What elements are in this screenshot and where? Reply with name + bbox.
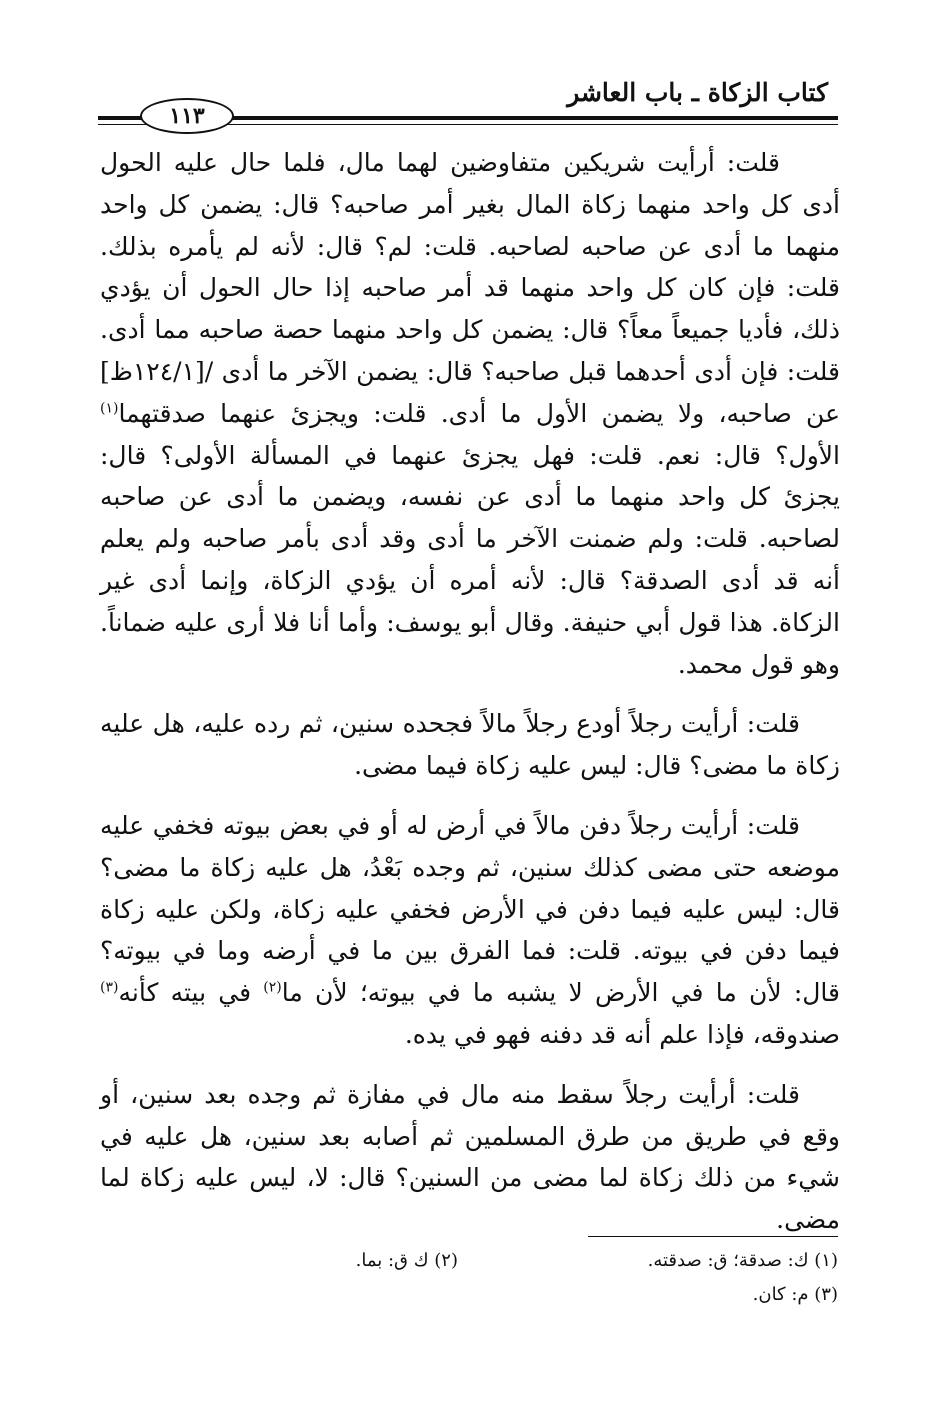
paragraph-3 [100,805,840,1056]
page-number-badge [140,98,234,134]
paragraph-2 [100,703,840,787]
main-text [100,142,840,1259]
paragraph-2-text: قلت: أرأيت رجلاً أودع رجلاً مالاً فجحده سنين، ثم رده عليه، هل عليه زكاة ما مضى؟ قال: ليس عليه زكاة فيما مضى. [100,709,840,781]
paragraph-3-text: قلت: أرأيت رجلاً دفن مالاً في أرض له أو في بعض بيوته فخفي عليه موضعه حتى مضى كذلك سنين، ثم وجده بَعْدُ، هل عليه زكاة ما مضى؟ قال: ليس عليه فيما دفن في الأرض فخفي عليه زكاة، ولكن عليه زكاة فيما دفن في بيوته. قلت: فما الفرق بين ما في أرضه وما في بيوته؟ قال: لأن ما في الأرض لا يشبه ما في بيوته؛ لأن ما [100,810,840,1008]
paragraph-1 [100,142,840,685]
running-header-title: كتاب الزكاة ـ باب العاشر [567,78,828,107]
footnote-3: (٣) م: كان. [752,1284,838,1305]
footnote-ref-2: (٢) [263,979,282,996]
footnote-1: (١) ك: صدقة؛ ق: صدقته. [647,1250,838,1271]
footnote-ref-1: (١) [100,400,119,417]
footnote-ref-3: (٣) [100,979,119,996]
paragraph-1-text: قلت: أرأيت شريكين متفاوضين لهما مال، فلما حال عليه الحول أدى كل واحد منهما زكاة المال بغير أمر صاحبه؟ قال: يضمن كل واحد منهما ما أدى عن صاحبه لصاحبه. قلت: لم؟ قال: لأنه لم يأمره بذلك. قلت: فإن كان كل واحد منهما قد أمر صاحبه إذا حال الحول أن يؤدي ذلك، فأديا جميعاً معاً؟ قال: يضمن كل واحد منهما حصة صاحبه مما أدى. قلت: فإن أدى أحدهما قبل صاحبه؟ قال: يضمن الآخر ما أدى /[١٢٤/١ظ] عن صاحبه، ولا يضمن الأول ما أدى. قلت: ويجزئ عنهما صدقتهما [100,148,840,428]
page-number: ١١٣ [169,103,205,129]
paragraph-1-continuation: الأول؟ قال: نعم. قلت: فهل يجزئ عنهما في المسألة الأولى؟ قال: يجزئ كل واحد منهما ما أدى عن نفسه، ويضمن ما أدى عن صاحبه لصاحبه. قلت: ولم ضمنت الآخر ما أدى وقد أدى بأمر صاحبه ولم يعلم أنه قد أدى الصدقة؟ قال: لأنه أمره أن يؤدي الزكاة، وإنما أدى غير الزكاة. هذا قول أبي حنيفة. وقال أبو يوسف: وأما أنا فلا أرى عليه ضماناً. وهو قول محمد. [100,440,840,679]
paragraph-3-continuation: صندوقه، فإذا علم أنه قد دفنه فهو في يده. [404,1019,840,1049]
footnote-2: (٢) ك ق: بما. [355,1250,458,1271]
footnote-separator [588,1236,838,1237]
paragraph-3-middle: في بيته كأنه [118,978,264,1008]
paragraph-4 [100,1074,840,1241]
paragraph-4-text: قلت: أرأيت رجلاً سقط منه مال في مفازة ثم وجده بعد سنين، أو وقع في طريق من طرق المسلمين ثم أصابه بعد سنين، هل عليه في شيء من ذلك زكاة لما مضى من السنين؟ قال: لا، ليس عليه زكاة لما مضى. [100,1079,840,1235]
